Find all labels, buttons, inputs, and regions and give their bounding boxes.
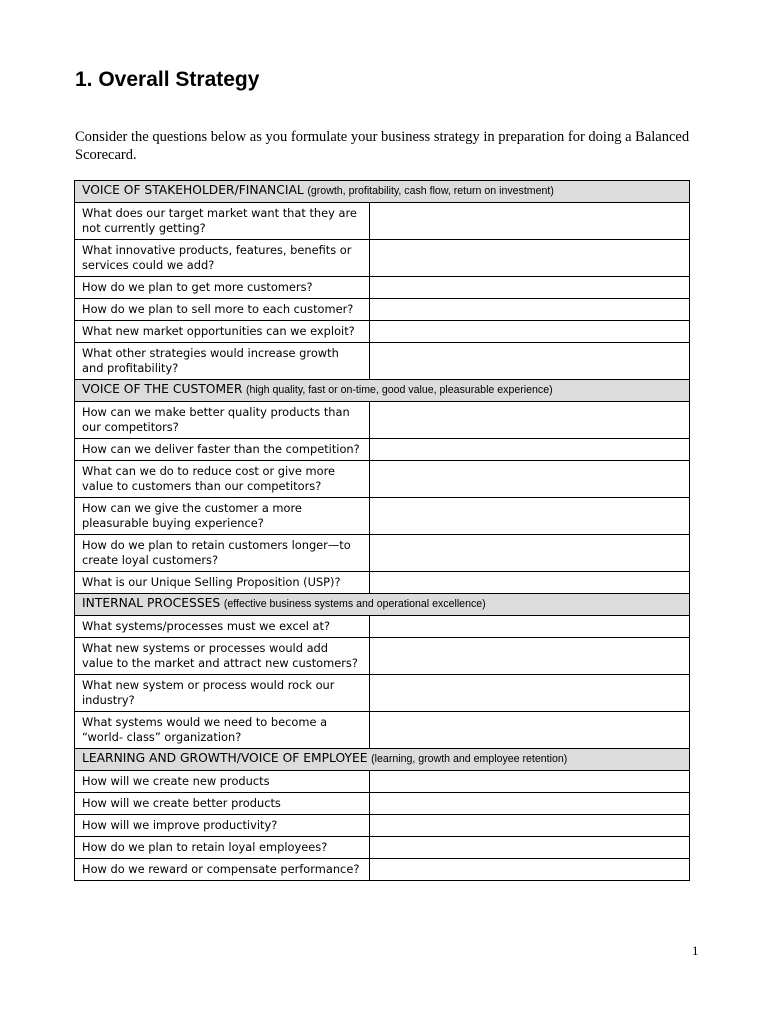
answer-cell[interactable] bbox=[369, 203, 689, 240]
answer-cell[interactable] bbox=[369, 343, 689, 380]
section-title: VOICE OF STAKEHOLDER/FINANCIAL bbox=[82, 183, 304, 197]
table-row bbox=[75, 299, 690, 321]
table-row bbox=[75, 572, 690, 594]
question-cell: How do we plan to get more customers? bbox=[75, 277, 370, 299]
section-header-learning-growth bbox=[75, 749, 690, 771]
question-cell: What is our Unique Selling Proposition (USP)? bbox=[75, 572, 370, 594]
question-cell: How can we deliver faster than the competition? bbox=[75, 439, 370, 461]
section-subtitle: (effective business systems and operational excellence) bbox=[223, 598, 486, 610]
table-row bbox=[75, 321, 690, 343]
section-subtitle: (growth, profitability, cash flow, return on investment) bbox=[307, 185, 554, 197]
answer-cell[interactable] bbox=[369, 461, 689, 498]
answer-cell[interactable] bbox=[369, 572, 689, 594]
question-cell: What innovative products, features, benefits or services could we add? bbox=[75, 240, 370, 277]
answer-cell[interactable] bbox=[369, 439, 689, 461]
section-subtitle: (learning, growth and employee retention) bbox=[371, 753, 568, 765]
table-row bbox=[75, 675, 690, 712]
table-row bbox=[75, 461, 690, 498]
question-cell: What does our target market want that they are not currently getting? bbox=[75, 203, 370, 240]
question-cell: What new market opportunities can we exploit? bbox=[75, 321, 370, 343]
question-cell: How will we create better products bbox=[75, 793, 370, 815]
intro-paragraph: Consider the questions below as you formulate your business strategy in preparation for doing a Balanced Scorecard. bbox=[75, 129, 690, 163]
answer-cell[interactable] bbox=[369, 277, 689, 299]
table-row bbox=[75, 859, 690, 881]
answer-cell[interactable] bbox=[369, 299, 689, 321]
answer-cell[interactable] bbox=[369, 815, 689, 837]
section-title: LEARNING AND GROWTH/VOICE OF EMPLOYEE bbox=[82, 751, 368, 765]
table-row bbox=[75, 815, 690, 837]
answer-cell[interactable] bbox=[369, 859, 689, 881]
answer-cell[interactable] bbox=[369, 498, 689, 535]
section-subtitle: (high quality, fast or on-time, good value, pleasurable experience) bbox=[246, 384, 553, 396]
question-cell: What systems would we need to become a “world- class” organization? bbox=[75, 712, 370, 749]
answer-cell[interactable] bbox=[369, 321, 689, 343]
question-cell: What new systems or processes would add value to the market and attract new customers? bbox=[75, 638, 370, 675]
answer-cell[interactable] bbox=[369, 402, 689, 439]
answer-cell[interactable] bbox=[369, 616, 689, 638]
question-cell: What new system or process would rock our industry? bbox=[75, 675, 370, 712]
table-row bbox=[75, 203, 690, 240]
answer-cell[interactable] bbox=[369, 771, 689, 793]
page-number: 1 bbox=[692, 943, 699, 958]
table-row bbox=[75, 771, 690, 793]
table-row bbox=[75, 712, 690, 749]
section-header-internal-processes bbox=[75, 594, 690, 616]
answer-cell[interactable] bbox=[369, 638, 689, 675]
strategy-questions-table bbox=[74, 180, 690, 881]
table-row bbox=[75, 616, 690, 638]
answer-cell[interactable] bbox=[369, 535, 689, 572]
table-row bbox=[75, 638, 690, 675]
table-row bbox=[75, 793, 690, 815]
answer-cell[interactable] bbox=[369, 240, 689, 277]
table-row bbox=[75, 837, 690, 859]
table-row bbox=[75, 277, 690, 299]
table-row bbox=[75, 402, 690, 439]
table-row bbox=[75, 343, 690, 380]
section-title: VOICE OF THE CUSTOMER bbox=[82, 382, 243, 396]
answer-cell[interactable] bbox=[369, 712, 689, 749]
question-cell: How will we create new products bbox=[75, 771, 370, 793]
section-title: INTERNAL PROCESSES bbox=[82, 596, 221, 610]
question-cell: What can we do to reduce cost or give more value to customers than our competitors? bbox=[75, 461, 370, 498]
section-header-customer bbox=[75, 380, 690, 402]
page-title: 1. Overall Strategy bbox=[75, 68, 260, 91]
question-cell: What systems/processes must we excel at? bbox=[75, 616, 370, 638]
question-cell: How do we reward or compensate performance? bbox=[75, 859, 370, 881]
section-header-financial bbox=[75, 181, 690, 203]
table-row bbox=[75, 240, 690, 277]
question-cell: How can we make better quality products than our competitors? bbox=[75, 402, 370, 439]
question-cell: How do we plan to sell more to each customer? bbox=[75, 299, 370, 321]
question-cell: How do we plan to retain loyal employees? bbox=[75, 837, 370, 859]
table-row bbox=[75, 498, 690, 535]
answer-cell[interactable] bbox=[369, 675, 689, 712]
answer-cell[interactable] bbox=[369, 837, 689, 859]
question-cell: What other strategies would increase growth and profitability? bbox=[75, 343, 370, 380]
answer-cell[interactable] bbox=[369, 793, 689, 815]
table-row bbox=[75, 439, 690, 461]
question-cell: How do we plan to retain customers longer—to create loyal customers? bbox=[75, 535, 370, 572]
table-row bbox=[75, 535, 690, 572]
question-cell: How can we give the customer a more pleasurable buying experience? bbox=[75, 498, 370, 535]
question-cell: How will we improve productivity? bbox=[75, 815, 370, 837]
